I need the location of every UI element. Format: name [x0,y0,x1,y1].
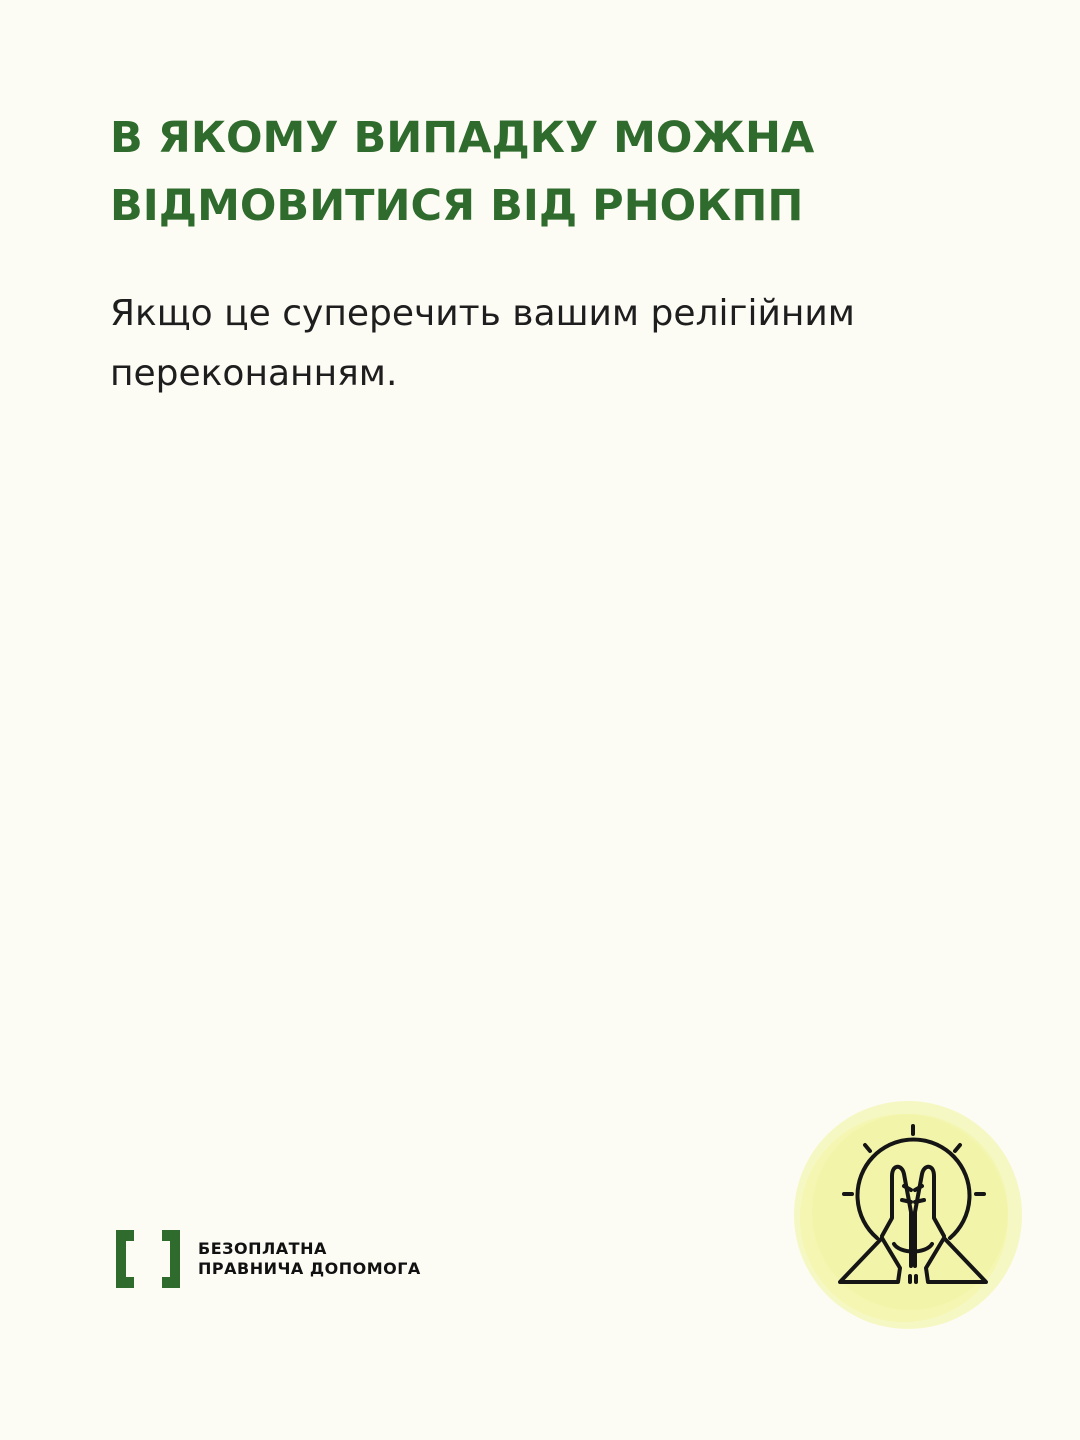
logo [112,1228,421,1290]
praying-hands-icon [780,1090,1030,1340]
bracket-logo-icon [112,1228,184,1290]
logo-text-line-1: БЕЗОПЛАТНА [198,1239,327,1258]
page-title-line-1: В ЯКОМУ ВИПАДКУ МОЖНА [110,113,815,163]
logo-text [198,1239,421,1279]
logo-text-line-2: ПРАВНИЧА ДОПОМОГА [198,1259,421,1278]
body-text: Якщо це суперечить вашим релігійним переконанням. [110,293,855,394]
page-title [110,104,990,240]
page-title-line-2: ВІДМОВИТИСЯ ВІД РНОКПП [110,181,804,231]
